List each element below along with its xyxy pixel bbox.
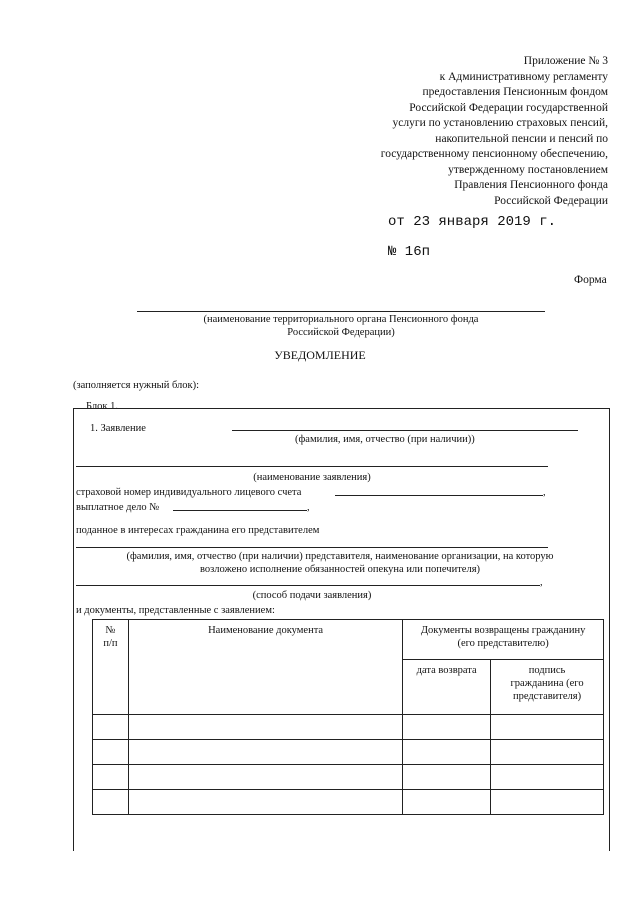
header-line: Правления Пенсионного фонда — [454, 179, 608, 191]
cell[interactable] — [93, 765, 129, 790]
col-document-name-header: Наименование документа — [128, 620, 402, 715]
col-number-line: № — [105, 625, 116, 636]
cell[interactable] — [93, 740, 129, 765]
col-signature-line: представителя) — [512, 691, 582, 702]
submission-method-line[interactable] — [76, 585, 540, 586]
header-date: от 23 января 2019 г. — [388, 214, 557, 230]
header-line: услуги по установлению страховых пенсий, — [392, 117, 608, 129]
header-line: Российской Федерации — [494, 194, 608, 207]
cell[interactable] — [128, 740, 402, 765]
representative-label: поданное в интересах гражданина его представителем — [76, 525, 320, 536]
representative-line[interactable] — [76, 547, 548, 548]
org-line — [137, 311, 545, 312]
application-name-caption: (наименование заявления) — [253, 472, 371, 483]
comma: , — [540, 577, 543, 588]
header-line: государственному пенсионному обеспечению, — [380, 148, 608, 160]
org-caption — [137, 313, 545, 339]
header-line: Российской Федерации государственной — [409, 101, 608, 114]
col-number-line: п/п — [103, 638, 118, 649]
documents-label: и документы, представленные с заявлением: — [76, 605, 275, 616]
table-row — [93, 790, 604, 815]
representative-caption-line: возложено исполнение обязанностей опекуна или попечителя) — [199, 564, 481, 575]
cell[interactable] — [491, 740, 604, 765]
fill-note: (заполняется нужный блок): — [73, 380, 200, 391]
cell[interactable] — [128, 765, 402, 790]
documents-table — [92, 619, 604, 815]
application-name-line[interactable] — [76, 466, 548, 467]
header-line: накопительной пенсии и пенсий по — [435, 132, 608, 145]
table-row — [93, 740, 604, 765]
cell[interactable] — [93, 715, 129, 740]
col-number-header — [93, 620, 129, 715]
payment-case-label: выплатное дело № — [76, 502, 160, 513]
fio-line[interactable] — [232, 430, 578, 431]
document-title: УВЕДОМЛЕНИЕ — [274, 348, 366, 362]
col-signature-line: гражданина (его — [510, 678, 584, 689]
cell[interactable] — [93, 790, 129, 815]
col-signature-line: подпись — [528, 665, 566, 676]
cell[interactable] — [491, 765, 604, 790]
header-line: предоставления Пенсионным фондом — [422, 86, 608, 98]
submission-method-caption: (способ подачи заявления) — [252, 590, 372, 601]
snils-label: страховой номер индивидуального лицевого счета — [76, 487, 302, 498]
cell[interactable] — [491, 790, 604, 815]
fio-caption: (фамилия, имя, отчество (при наличии)) — [295, 434, 475, 445]
snils-field[interactable] — [335, 495, 543, 496]
cell[interactable] — [403, 790, 491, 815]
item-application-label: 1. Заявление — [90, 423, 146, 434]
form-label: Форма — [574, 274, 607, 286]
table-row — [93, 715, 604, 740]
cell[interactable] — [128, 715, 402, 740]
cell[interactable] — [403, 765, 491, 790]
comma: , — [307, 502, 310, 513]
col-return-date-header: дата возврата — [403, 660, 491, 715]
header-line: утвержденному постановлением — [448, 163, 608, 176]
col-signature-header — [491, 660, 604, 715]
comma: , — [543, 487, 546, 498]
col-returned-line: Документы возвращены гражданину — [420, 625, 586, 636]
header-annex — [381, 54, 608, 209]
representative-caption-line: (фамилия, имя, отчество (при наличии) представителя, наименование организации, на которую — [126, 551, 554, 562]
table-row — [93, 765, 604, 790]
col-returned-line: (его представителю) — [457, 638, 549, 649]
col-returned-header — [403, 620, 604, 660]
representative-caption — [60, 550, 620, 576]
block-label: Блок 1. — [86, 401, 118, 412]
cell[interactable] — [403, 740, 491, 765]
payment-case-field[interactable] — [173, 510, 307, 511]
cell[interactable] — [403, 715, 491, 740]
org-caption-line: Российской Федерации) — [287, 327, 395, 338]
header-line: Приложение № 3 — [523, 55, 608, 67]
header-line: к Административному регламенту — [439, 70, 608, 83]
cell[interactable] — [491, 715, 604, 740]
header-number: № 16п — [388, 244, 431, 260]
cell[interactable] — [128, 790, 402, 815]
org-caption-line: (наименование территориального органа Пенсионного фонда — [203, 314, 479, 325]
